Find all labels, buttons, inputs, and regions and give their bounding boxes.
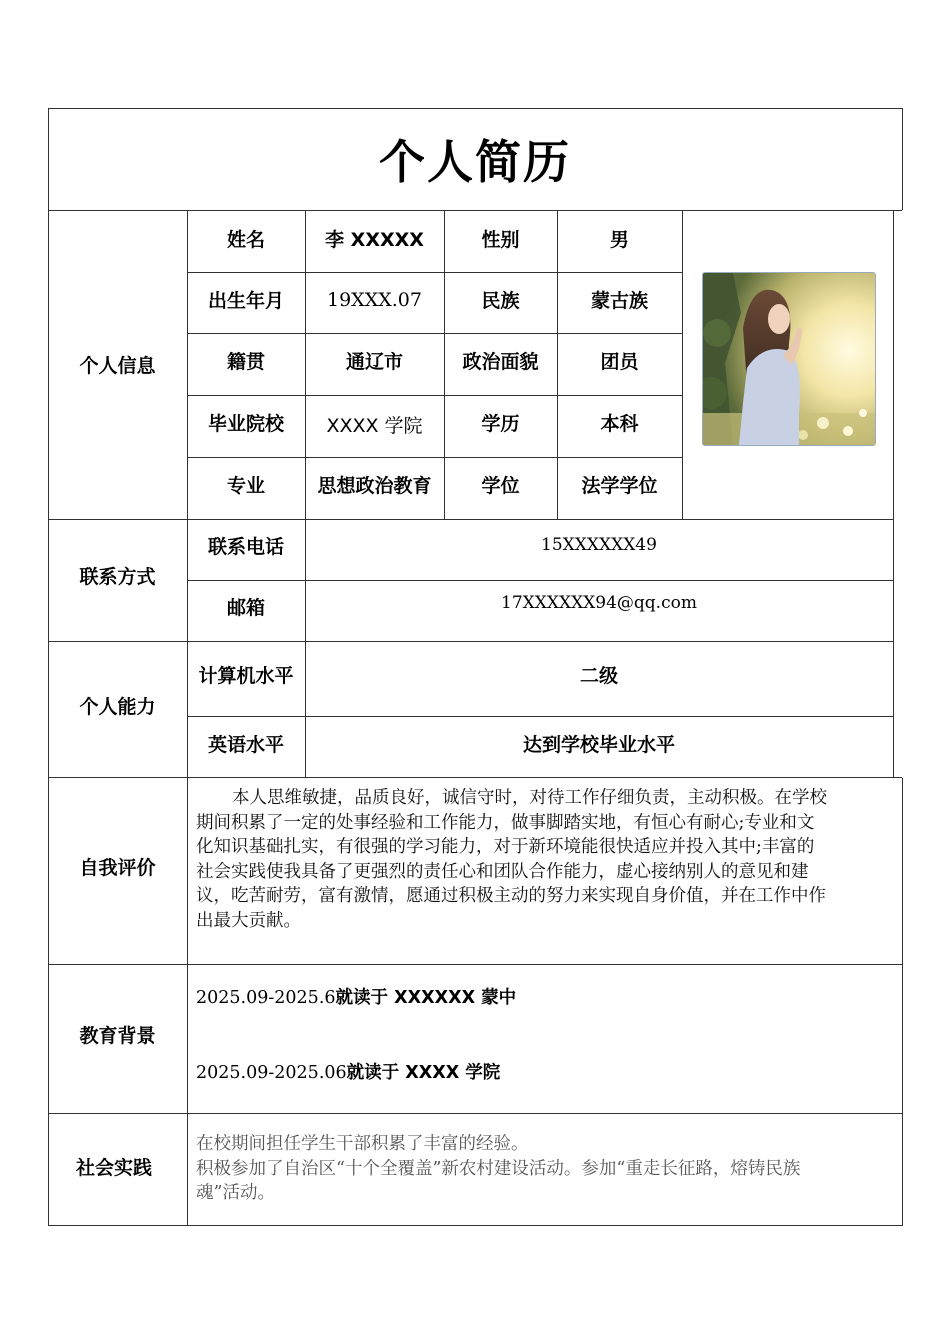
computer-value: 二级 <box>579 664 618 687</box>
practice-text <box>196 1132 896 1206</box>
education-entry-2-date: 2025.09-2025.06 <box>196 1063 347 1083</box>
english-value: 达到学校毕业水平 <box>522 733 675 756</box>
hometown-value: 通辽市 <box>345 351 403 373</box>
education-value: 本科 <box>600 413 639 435</box>
self-eval-line: 出最大贡献。 <box>196 910 301 931</box>
education-label: 学历 <box>481 413 520 435</box>
self-eval-line: 期间积累了一定的处事经验和工作能力，做事脚踏实地，有恒心有耐心;专业和文 <box>196 812 815 833</box>
political-value: 团员 <box>600 351 639 373</box>
gender-value: 男 <box>609 228 629 251</box>
section-label-practice: 社会实践 <box>75 1156 152 1179</box>
english-label: 英语水平 <box>207 733 284 756</box>
gender-label: 性别 <box>481 228 520 251</box>
section-label-self-eval: 自我评价 <box>79 856 156 879</box>
school-label: 毕业院校 <box>207 413 284 435</box>
school-value: XXXX 学院 <box>326 414 423 437</box>
education-entry-2-text: 就读于 XXXX 学院 <box>346 1063 501 1083</box>
practice-line: 魂”活动。 <box>196 1183 275 1203</box>
major-label: 专业 <box>226 475 265 497</box>
section-label-abilities: 个人能力 <box>79 695 156 718</box>
major-value: 思想政治教育 <box>317 475 432 497</box>
education-entry-1 <box>196 986 516 1010</box>
section-label-contact: 联系方式 <box>79 566 156 588</box>
profile-photo <box>702 272 876 446</box>
page-title: 个人简历 <box>379 135 571 189</box>
birth-value: 19XXX.07 <box>327 288 422 311</box>
birth-label: 出生年月 <box>207 290 284 312</box>
self-eval-line: 本人思维敏捷，品质良好，诚信守时，对待工作仔细负责，主动积极。在学校 <box>232 788 827 808</box>
ethnicity-label: 民族 <box>481 290 520 312</box>
name-value: 李 XXXXX <box>325 228 424 251</box>
self-eval-line: 化知识基础扎实，有很强的学习能力，对于新环境能很快适应并投入其中;丰富的 <box>196 837 815 857</box>
name-label: 姓名 <box>226 228 265 251</box>
phone-label: 联系电话 <box>207 535 284 558</box>
education-entry-1-date: 2025.09-2025.6 <box>196 988 336 1008</box>
ethnicity-value: 蒙古族 <box>590 290 648 312</box>
practice-line: 在校期间担任学生干部积累了丰富的经验。 <box>196 1134 529 1154</box>
email-label: 邮箱 <box>226 596 265 619</box>
education-entry-1-text: 就读于 XXXXXX 蒙中 <box>335 988 517 1008</box>
degree-label: 学位 <box>481 475 520 497</box>
self-eval-text <box>196 786 896 933</box>
email-value: 17XXXXXX94@qq.com <box>501 593 697 613</box>
computer-label: 计算机水平 <box>198 664 294 687</box>
section-label-personal: 个人信息 <box>79 355 156 377</box>
education-entry-2 <box>196 1061 500 1085</box>
self-eval-line: 议，吃苦耐劳，富有激情，愿通过积极主动的努力来实现自身价值，并在工作中作 <box>196 886 826 906</box>
degree-value: 法学学位 <box>581 475 658 497</box>
self-eval-line: 社会实践使我具备了更强烈的责任心和团队合作能力，虚心接纳别人的意见和建 <box>196 861 809 882</box>
section-label-education: 教育背景 <box>79 1024 156 1047</box>
phone-value: 15XXXXXX49 <box>541 535 657 555</box>
practice-line: 积极参加了自治区“十个全覆盖”新农村建设活动。参加“重走长征路，熔铸民族 <box>196 1158 801 1179</box>
hometown-label: 籍贯 <box>226 351 265 373</box>
political-label: 政治面貌 <box>462 351 539 373</box>
